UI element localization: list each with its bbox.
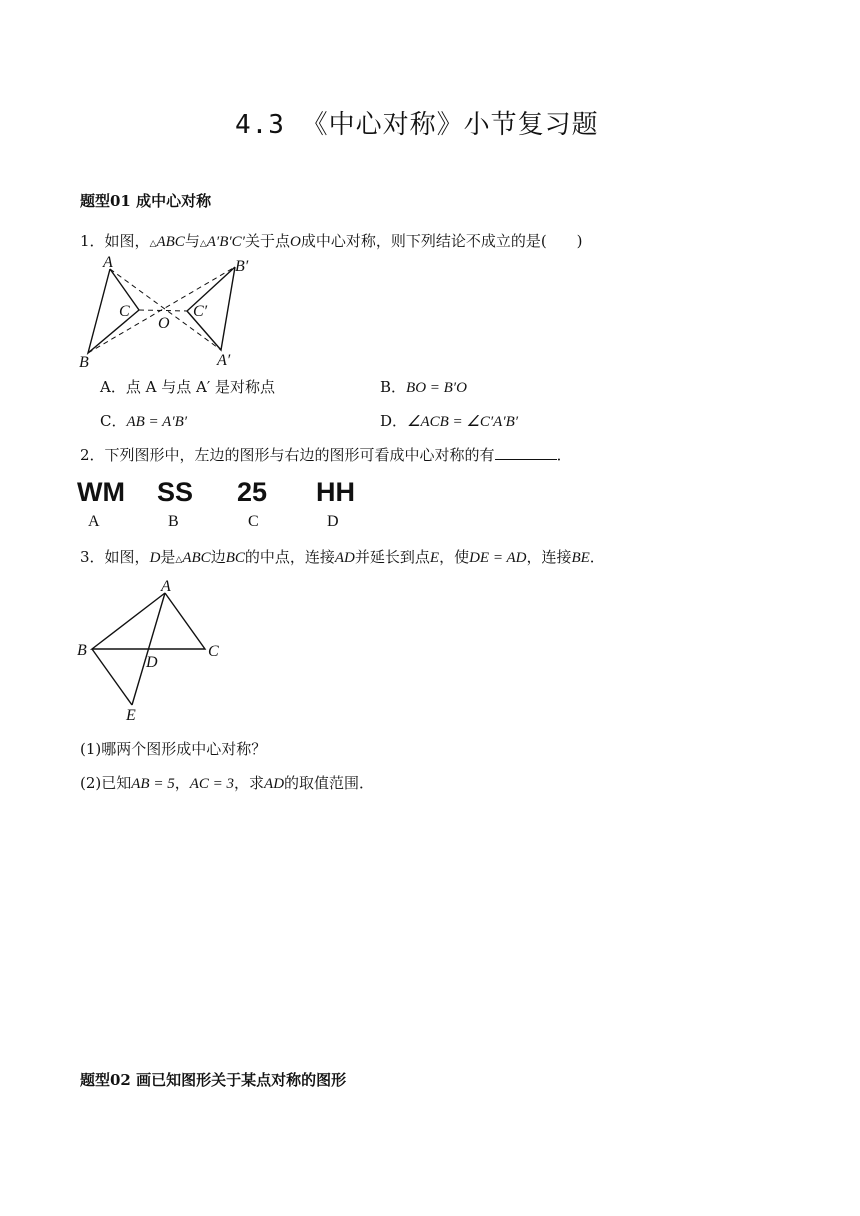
glyph-label-c: C — [248, 513, 259, 530]
label-b-prime: B′ — [235, 258, 249, 275]
label-o: O — [158, 315, 170, 332]
question-1-text: 1．如图，△ABC与△A′B′C′关于点O成中心对称，则下列结论不成立的是( ) — [80, 232, 583, 250]
question-3-part-2: (2)已知AB = 5，AC = 3，求AD的取值范围． — [80, 774, 375, 792]
label-c-prime: C′ — [193, 303, 208, 320]
question-2-text: 2．下列图形中，左边的图形与右边的图形可看成中心对称的有 ． — [80, 446, 572, 464]
label-a: A — [161, 578, 171, 595]
dashed-line-cc2 — [139, 310, 187, 311]
question-3-part-1: (1)哪两个图形成中心对称？ — [80, 740, 267, 758]
triangle-abc — [92, 593, 205, 649]
label-c: C — [208, 643, 219, 660]
option-c: C．AB = A′B′ — [100, 412, 188, 430]
label-e: E — [126, 707, 136, 724]
option-b: B．BO = B′O — [380, 378, 467, 396]
triangle-abc — [88, 269, 139, 353]
label-c: C — [119, 303, 130, 320]
triangle-symbol: △ — [175, 555, 183, 565]
label-b: B — [77, 642, 87, 659]
label-a-prime: A′ — [217, 352, 231, 369]
glyph-label-b: B — [168, 513, 179, 530]
label-a: A — [103, 255, 113, 271]
label-b: B — [79, 354, 89, 371]
figure-3-triangle — [72, 575, 232, 725]
glyph-label-a: A — [88, 513, 100, 530]
triangle-symbol: △ — [199, 239, 207, 249]
section-heading-1: 题型01 成中心对称 — [80, 192, 212, 210]
figure-1-bowtie — [75, 255, 275, 375]
option-d: D．∠ACB = ∠C′A′B′ — [380, 412, 519, 430]
question-3-text: 3．如图，D是△ABC边BC的中点，连接AD并延长到点E，使DE = AD，连接BE． — [80, 548, 605, 566]
question-number: 1． — [80, 232, 105, 250]
glyph-25: 25 — [237, 477, 268, 507]
glyph-wm: WM — [77, 477, 125, 507]
segment-be — [92, 649, 132, 705]
answer-blank[interactable] — [495, 445, 557, 460]
question-number: 3． — [80, 548, 105, 566]
section-heading-2: 题型02 画已知图形关于某点对称的图形 — [80, 1071, 347, 1089]
label-d: D — [146, 654, 158, 671]
triangle-symbol: △ — [149, 239, 157, 249]
page-title: 4.3 《中心对称》小节复习题 — [235, 110, 599, 140]
glyph-hh: HH — [316, 477, 355, 507]
glyph-label-d: D — [327, 513, 339, 530]
option-a: A．点 A 与点 A′ 是对称点 — [100, 378, 275, 396]
glyph-ss: SS — [157, 477, 194, 507]
question-number: 2． — [80, 446, 105, 464]
